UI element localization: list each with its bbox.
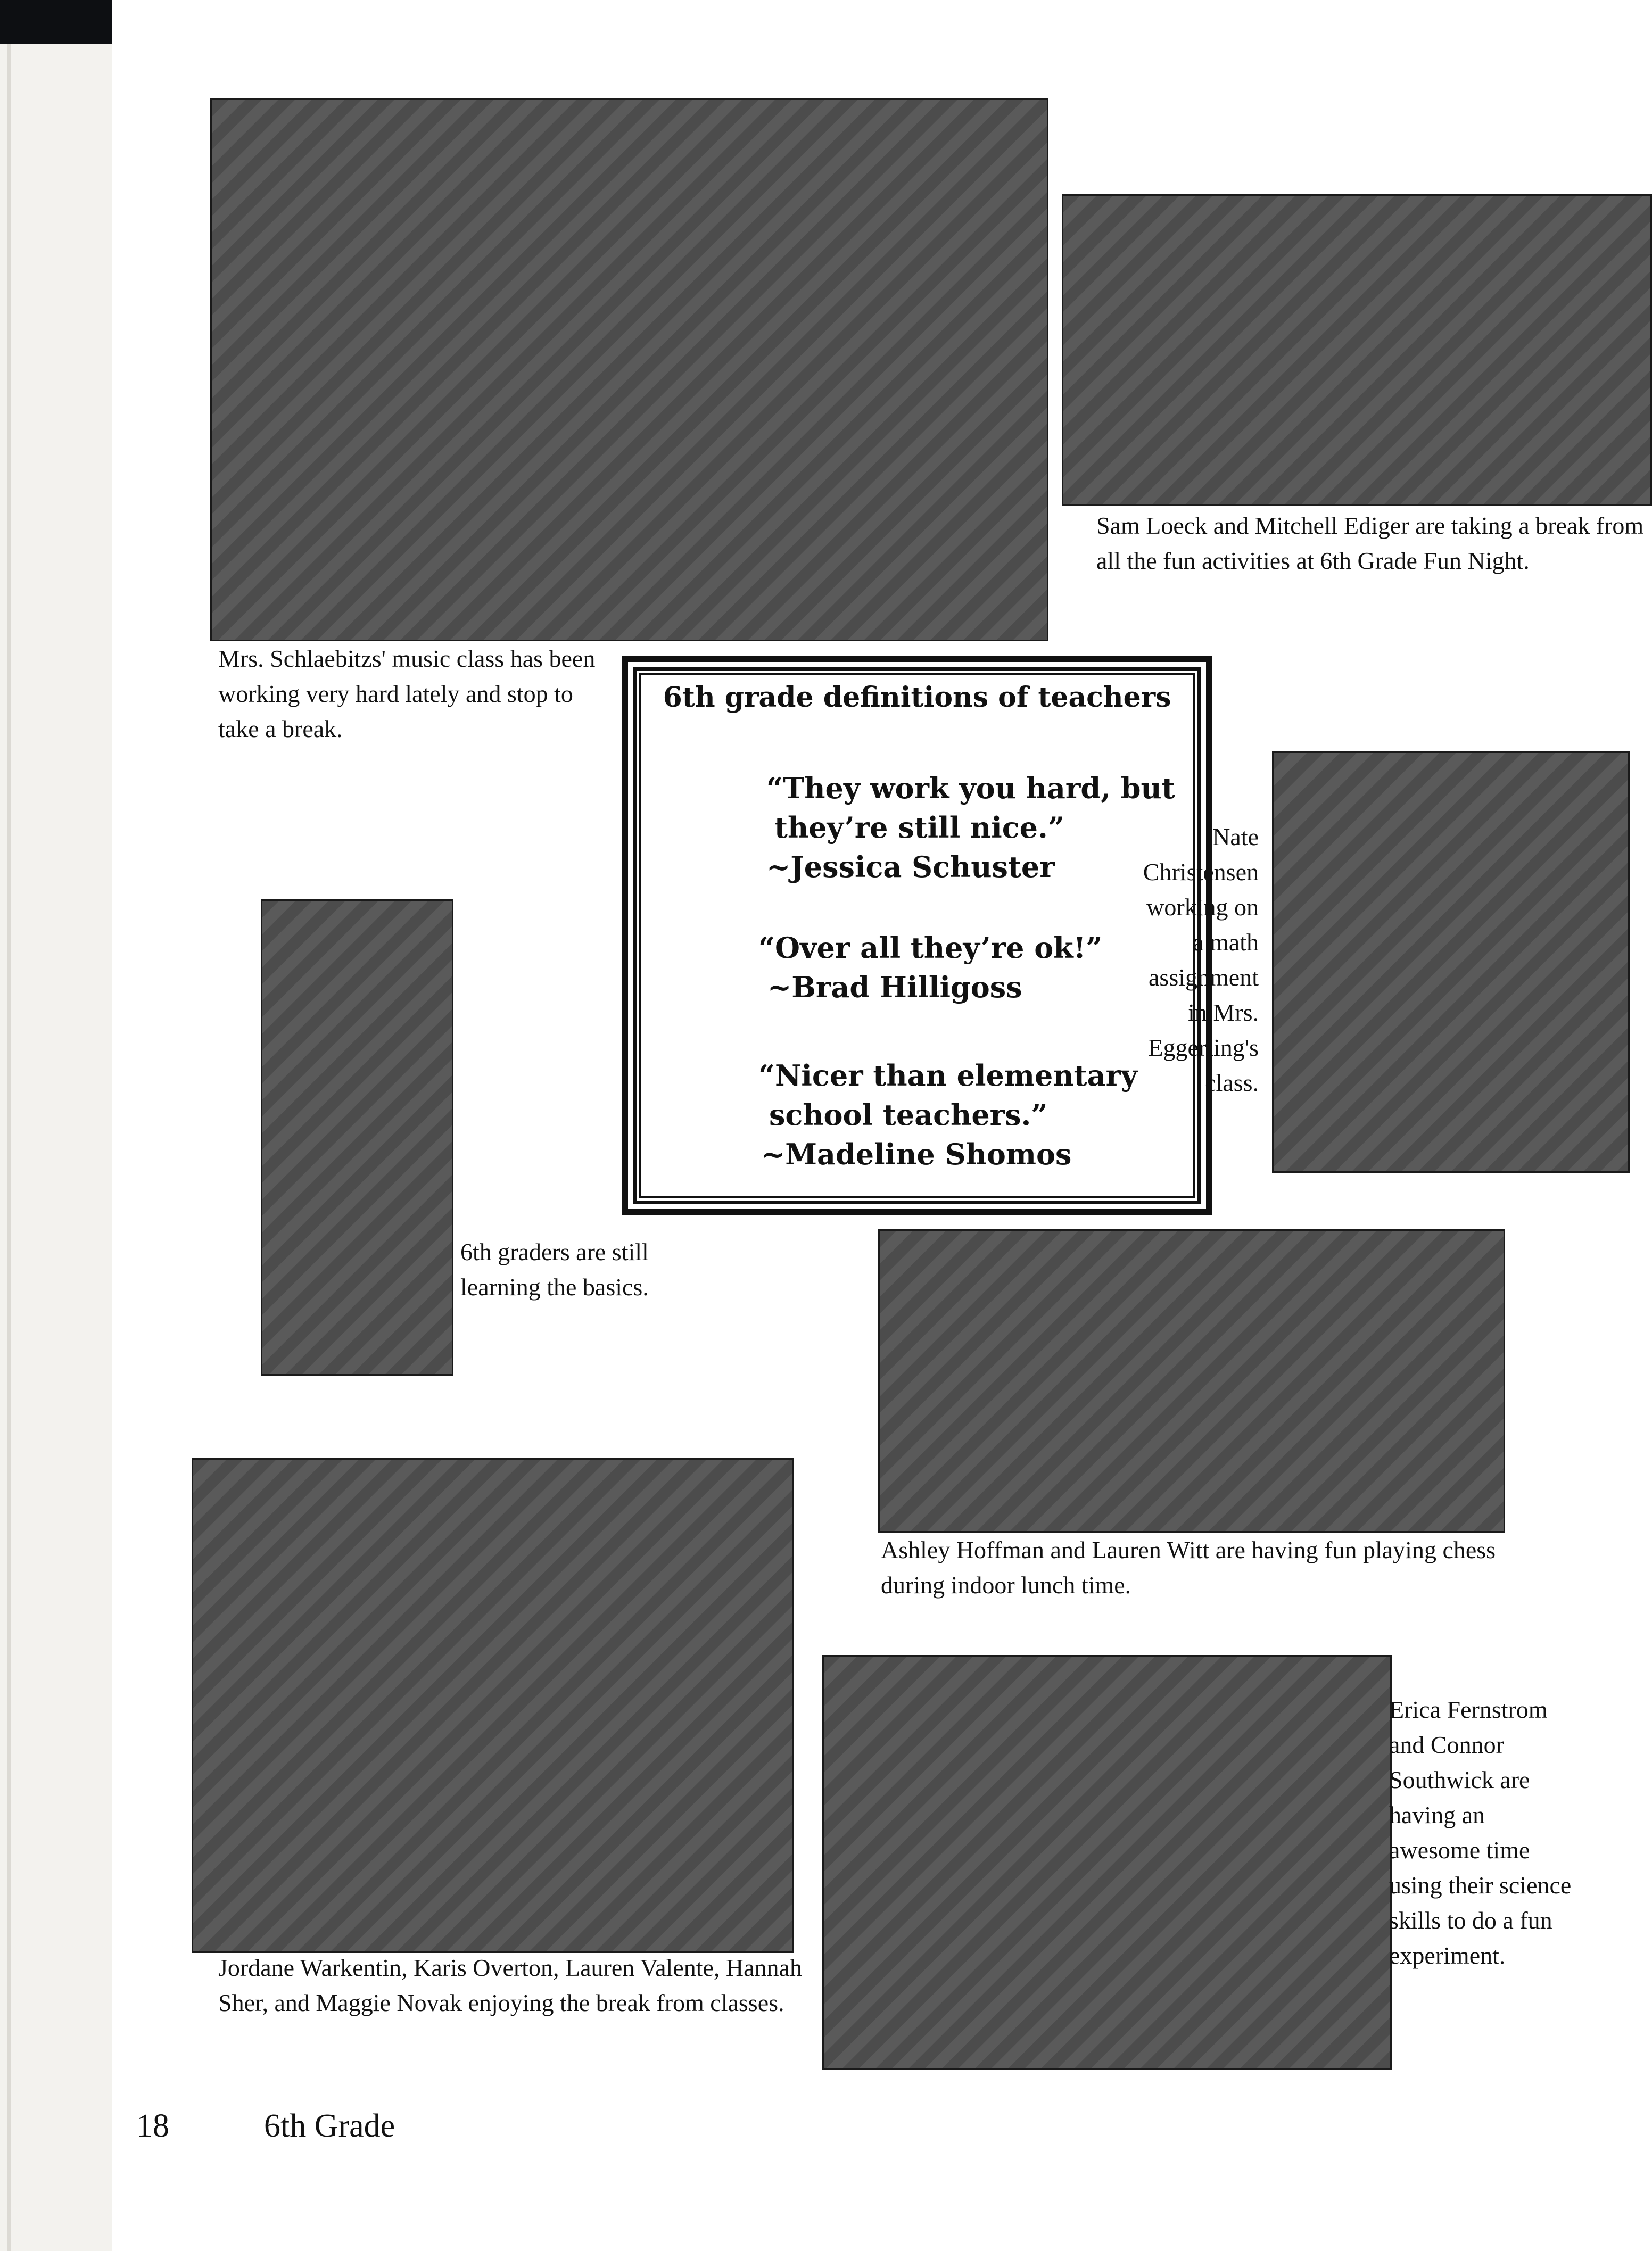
music-class-photo (210, 98, 1048, 641)
christensen-caption: Nate Christensen working on a math assignment in Mrs. Eggerling's class. (1143, 823, 1259, 1096)
christensen-photo (1272, 751, 1630, 1173)
chess-caption: Ashley Hoffman and Lauren Witt are having fun playing chess during indoor lunch time. (881, 1536, 1496, 1599)
chess-photo (878, 1229, 1505, 1533)
lockers-caption: 6th graders are still learning the basics. (460, 1238, 649, 1301)
quote-1-line-2: they’re still nice.” (774, 810, 1064, 845)
science-photo (822, 1655, 1392, 2070)
loeck-ediger-caption: Sam Loeck and Mitchell Ediger are taking a break from all the fun activities at 6th Grade Fun Night. (1096, 512, 1644, 574)
quote-3-line-1: “Nicer than elementary (758, 1058, 1138, 1093)
quote-3-line-2: school teachers.” (769, 1098, 1048, 1132)
definitions-content (628, 662, 1206, 1209)
quote-3-author: ~Madeline Shomos (761, 1137, 1072, 1171)
quote-2-line-1: “Over all they’re ok!” (758, 931, 1103, 965)
yearbook-page (112, 0, 1652, 2251)
lunch-photo (192, 1458, 794, 1953)
underlying-page-edge (0, 44, 116, 2251)
lockers-photo (261, 899, 453, 1376)
loeck-ediger-photo (1062, 194, 1652, 506)
section-title: 6th Grade (264, 2108, 395, 2144)
lunch-caption: Jordane Warkentin, Karis Overton, Lauren Valente, Hannah Sher, and Maggie Novak enjoying the break from classes. (218, 1954, 802, 2016)
quote-2-author: ~Brad Hilligoss (767, 970, 1022, 1004)
music-class-caption: Mrs. Schlaebitzs' music class has been working very hard lately and stop to take a break. (218, 645, 596, 742)
quote-1-author: ~Jessica Schuster (766, 850, 1055, 884)
quote-1-line-1: “They work you hard, but (766, 771, 1175, 805)
page-edge-line (7, 44, 11, 2251)
page-number: 18 (136, 2108, 169, 2144)
definitions-title: 6th grade definitions of teachers (663, 681, 1171, 714)
definitions-box (622, 656, 1212, 1215)
science-caption: Erica Fernstrom and Connor Southwick are having an awesome time using their science skills to do a fun experiment. (1389, 1696, 1572, 1969)
